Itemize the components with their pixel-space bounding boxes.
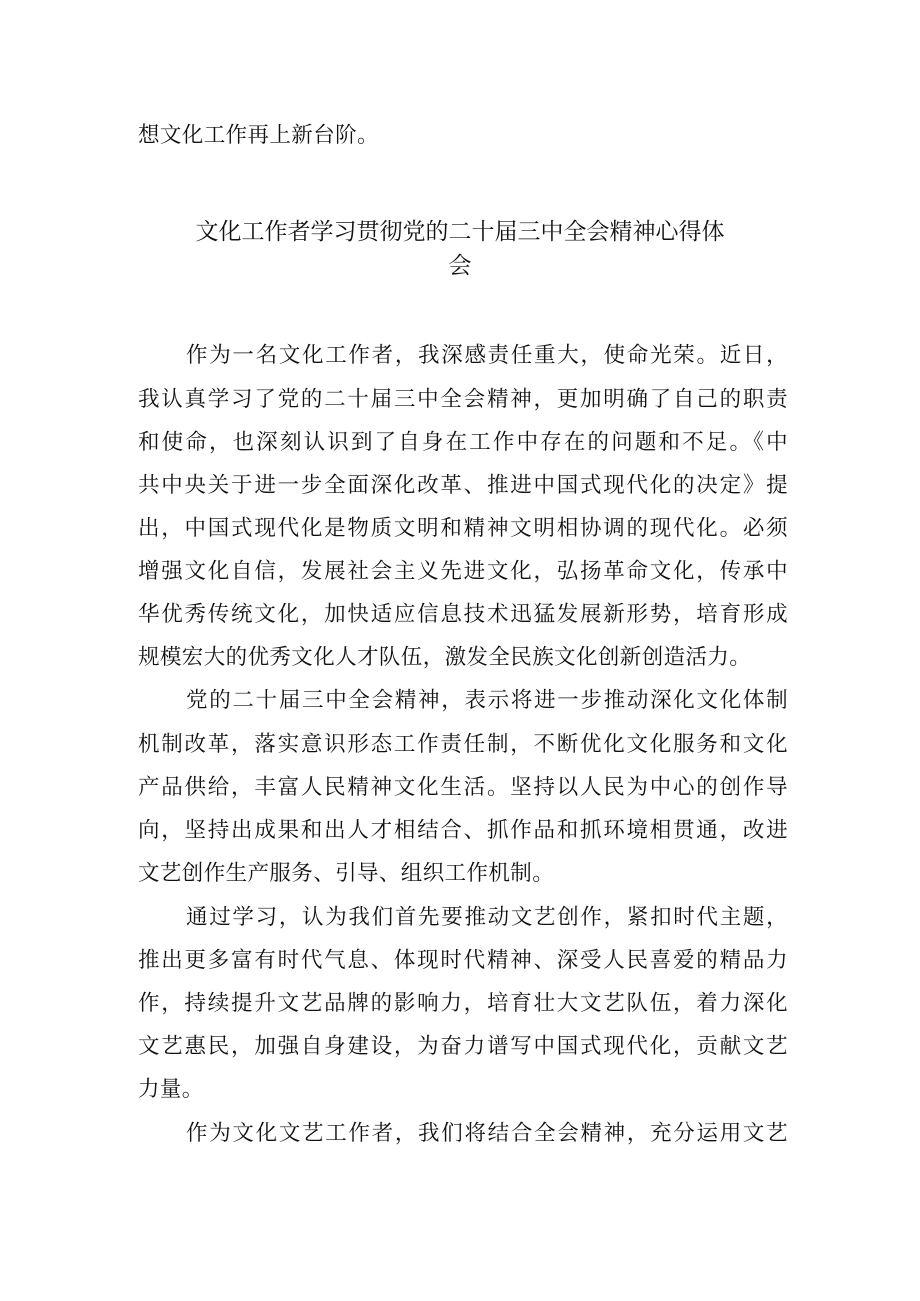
paragraph-line: 作，持续提升文艺品牌的影响力，培育壮大文艺队伍，着力深化 (138, 991, 788, 1016)
paragraph-line: 增强文化自信，发展社会主义先进文化，弘扬革命文化，传承中 (138, 559, 788, 584)
paragraph-line: 产品供给，丰富人民精神文化生活。坚持以人民为中心的创作导 (138, 775, 788, 800)
paragraph-line: 华优秀传统文化，加快适应信息技术迅猛发展新形势，培育形成 (138, 602, 788, 627)
paragraph-line: 向，坚持出成果和出人才相结合、抓作品和抓环境相贯通，改进 (138, 818, 788, 843)
paragraph-line: 我认真学习了党的二十届三中全会精神，更加明确了自己的职责 (138, 387, 788, 412)
paragraph-line: 规模宏大的优秀文化人才队伍，激发全民族文化创新创造活力。 (138, 645, 752, 670)
paragraph-line: 文艺创作生产服务、引导、组织工作机制。 (138, 861, 555, 886)
paragraph-line: 出，中国式现代化是物质文明和精神文明相协调的现代化。必须 (138, 516, 788, 541)
paragraph-line: 力量。 (138, 1077, 204, 1102)
paragraph-line: 共中央关于进一步全面深化改革、推进中国式现代化的决定》提 (138, 473, 788, 498)
paragraph-line: 党的二十届三中全会精神，表示将进一步推动深化文化体制 (186, 688, 788, 713)
paragraph-line: 和使命，也深刻认识到了自身在工作中存在的问题和不足。《中 (138, 430, 788, 455)
paragraph-line: 机制改革，落实意识形态工作责任制，不断优化文化服务和文化 (138, 732, 788, 757)
paragraph-line: 文艺惠民，加强自身建设，为奋力谱写中国式现代化，贡献文艺 (138, 1034, 788, 1059)
document-title-line-2: 会 (448, 253, 472, 279)
document-title-line-1: 文化工作者学习贯彻党的二十届三中全会精神心得体 (195, 219, 725, 245)
paragraph-line: 作为一名文化工作者，我深感责任重大，使命光荣。近日， (186, 343, 788, 368)
paragraph-line: 通过学习，认为我们首先要推动文艺创作，紧扣时代主题， (186, 905, 788, 930)
paragraph-line: 推出更多富有时代气息、体现时代精神、深受人民喜爱的精品力 (138, 948, 788, 973)
paragraph-line: 作为文化文艺工作者，我们将结合全会精神，充分运用文艺 (186, 1121, 788, 1146)
intro-line: 想文化工作再上新台阶。 (138, 123, 379, 148)
